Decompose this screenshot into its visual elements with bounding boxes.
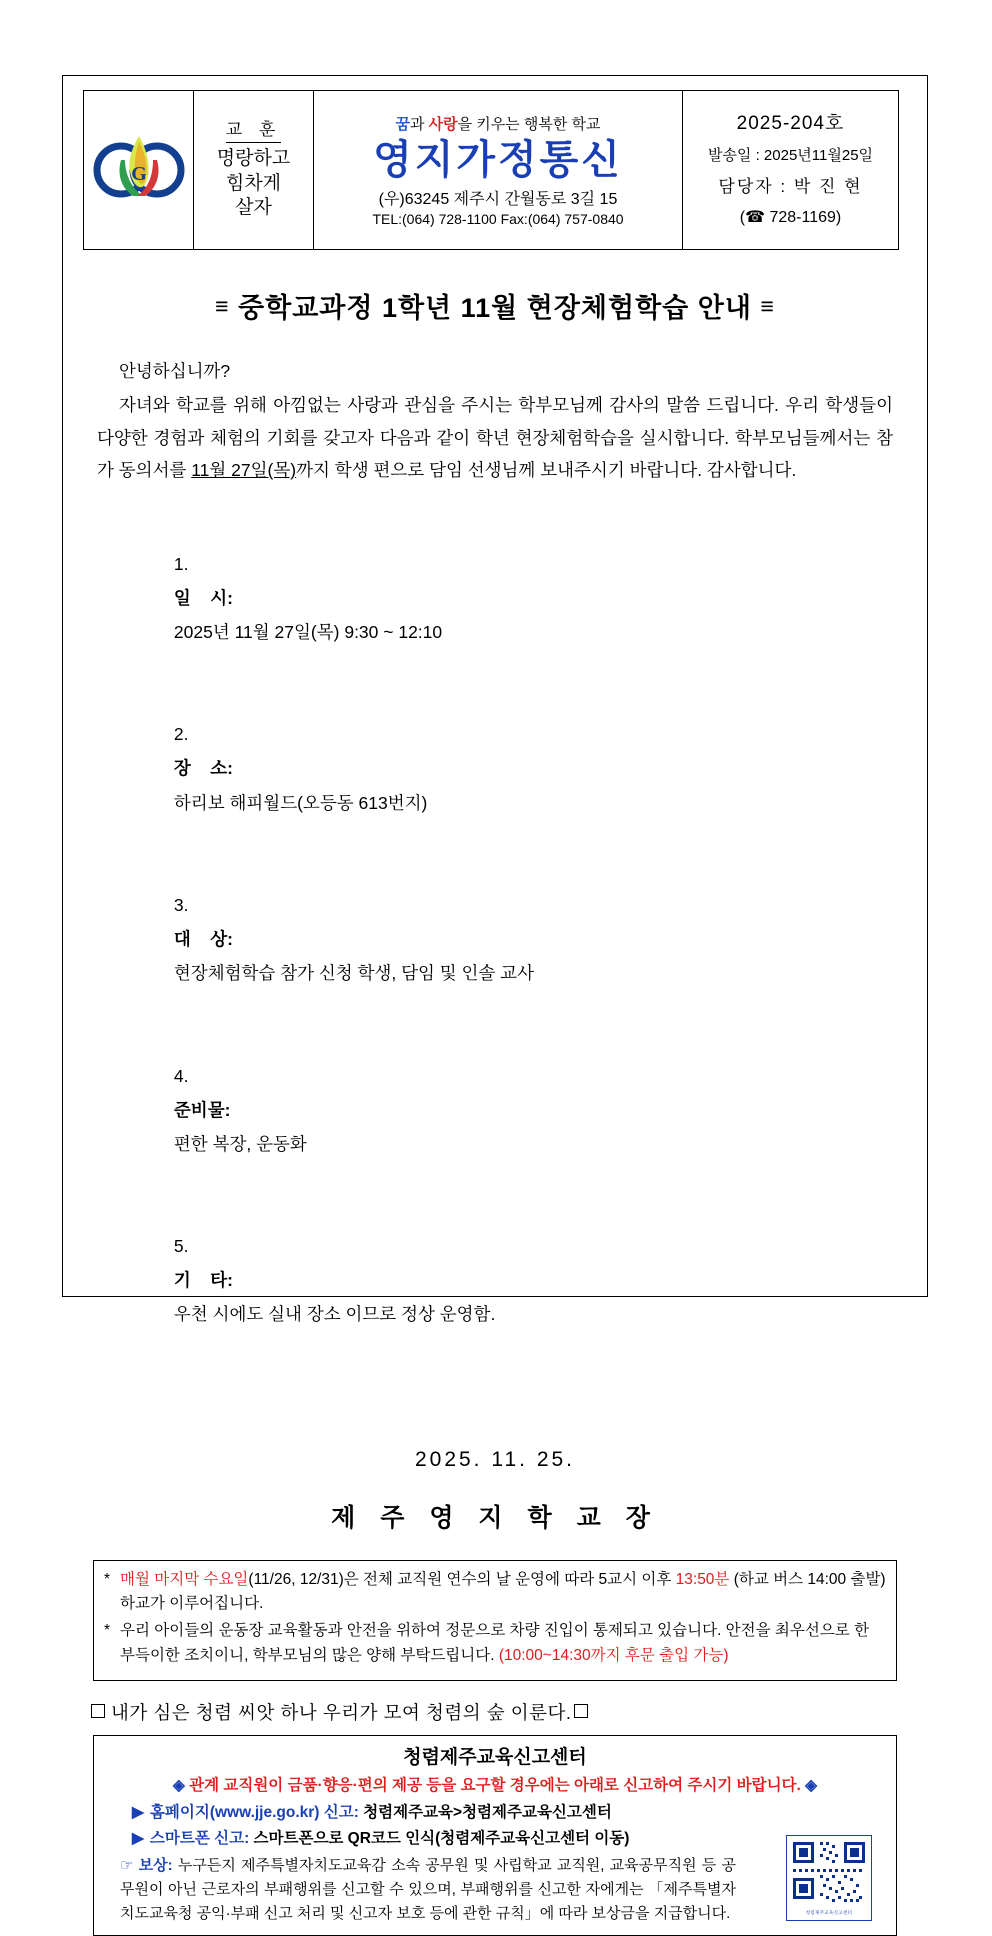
item-label: 대 상: (173, 929, 233, 949)
notice-highlight-3: (10:00~14:30까지 후문 출입 가능) (498, 1647, 729, 1665)
item-label: 장 소: (173, 758, 233, 779)
issue-date: 2025. 11. 25. (414, 1447, 576, 1471)
school-logo (84, 91, 194, 249)
reward-label: 보상: (138, 1856, 173, 1874)
qr-caption: 청렴제주교육신고센터 (805, 1909, 853, 1915)
report-center-lead-text: 관계 교직원이 금품·향응·편의 제공 등을 요구할 경우에는 아래로 신고하여 주시기 바랍니다. (189, 1776, 801, 1794)
newsletter-title: 영지가정통신 (373, 138, 623, 182)
signature-line: 제 주 영 지 학 교 장 (331, 1503, 659, 1532)
notice-item (104, 1568, 886, 1618)
qr-code-image (790, 1839, 868, 1905)
slogan-word-love: 사랑 (428, 116, 458, 133)
item-value: 하리보 해피월드(오등동 613번지) (173, 792, 428, 813)
arrow-right-icon: ▶ (132, 1829, 144, 1847)
integrity-slogan-text: 내가 심은 청렴 씨앗 하나 우리가 모여 청렴의 숲 이룬다. (111, 1701, 572, 1723)
item-value: 2025년 11월 27일(목) 9:30 ~ 12:10 (173, 621, 443, 642)
slogan-word-dream: 꿈 (395, 116, 410, 133)
report-channel-web (132, 1800, 886, 1822)
slogan-mid: 과 (409, 116, 429, 133)
school-emblem-icon (91, 122, 187, 218)
document-meta (683, 91, 898, 249)
document-number: 2025-204호 (736, 113, 845, 135)
page-title (83, 286, 907, 325)
report-center-lead (104, 1773, 886, 1795)
detail-list (135, 513, 907, 1366)
item-label: 준비물: (173, 1099, 231, 1120)
greeting-text: 안녕하십니까? (119, 361, 231, 381)
motto-line-3: 살자 (235, 197, 272, 219)
report-channel-web-value: 청렴제주교육>청렴제주교육신고센터 (358, 1803, 612, 1821)
item-value: 우천 시에도 실내 장소 이므로 정상 운영함. (173, 1304, 496, 1325)
bullet-star-icon: * (104, 1622, 111, 1640)
notice-plain-2: (하교 버스 14:00 출발) 하교가 이루어집니다. (120, 1570, 886, 1613)
title-bar-left-icon: ≡ (215, 293, 230, 319)
list-item (135, 683, 907, 854)
motto-line-1: 명랑하고 (216, 148, 291, 170)
integrity-slogan (91, 1699, 907, 1725)
notice-highlight-1: 매월 마지막 수요일 (120, 1570, 249, 1588)
greeting-paragraph (97, 355, 893, 387)
checkbox-icon (91, 1704, 105, 1718)
intro-text-b: 까지 학생 편으로 담임 선생님께 보내주시기 바랍니다. 감사합니다. (296, 460, 797, 481)
checkbox-icon (574, 1704, 588, 1718)
report-center-title: 청렴제주교육신고센터 (403, 1746, 587, 1768)
item-number: 4. (173, 1065, 189, 1086)
list-item (135, 1195, 907, 1366)
qr-code[interactable] (786, 1835, 872, 1921)
report-channel-mobile (132, 1826, 886, 1848)
intro-text-a: 자녀와 학교를 위해 아낌없는 사랑과 관심을 주시는 학부모님께 감사의 말씀 드립니다. 우리 학생들이 다양한 경험과 체험의 기회를 갖고자 다음과 같이 학년 현장체험학습을 실시합니다. 학부모님들께서는 참가 동의서를 (97, 395, 893, 481)
school-slogan (395, 113, 600, 134)
notice-plain-1: (11/26, 12/31)은 전체 교직원 연수의 날 운영에 따라 5교시 이후 (248, 1570, 676, 1588)
title-text: 중학교과정 1학년 11월 현장체험학습 안내 (238, 293, 752, 323)
notice-highlight-2: 13:50분 (675, 1570, 730, 1588)
report-center-box (93, 1735, 897, 1936)
item-value: 현장체험학습 참가 신청 학생, 담임 및 인솔 교사 (173, 963, 534, 984)
item-label: 일 시: (173, 587, 233, 608)
notice-box (93, 1560, 897, 1681)
manager-phone: (☎ 728-1169) (739, 209, 842, 227)
diamond-left-icon: ◈ (172, 1776, 185, 1794)
reward-paragraph (120, 1854, 736, 1927)
deadline-date: 11월 27일(목) (191, 460, 297, 481)
school-motto (194, 91, 314, 249)
pointing-hand-icon: ☞ (120, 1856, 134, 1874)
notice-item-text (120, 1619, 886, 1669)
manager-name: 담당자 : 박 진 현 (718, 176, 863, 196)
bullet-star-icon: * (104, 1570, 111, 1588)
notice-item-text (120, 1568, 886, 1618)
document-page (62, 75, 928, 1923)
slogan-post: 을 키우는 행복한 학교 (457, 116, 601, 133)
item-number: 5. (173, 1236, 189, 1257)
send-date: 발송일 : 2025년11월25일 (707, 147, 874, 165)
diamond-right-icon: ◈ (805, 1776, 818, 1794)
report-channel-mobile-label: 스마트폰 신고: (149, 1829, 250, 1847)
item-number: 1. (173, 553, 189, 574)
reward-text: 누구든지 제주특별자치도교육감 소속 공무원 및 사립학교 교직원, 교육공무직원 등 공무원이 아닌 근로자의 부패행위를 신고할 수 있으며, 부패행위를 신고한 자에게는 「제주특별자치도교육청 공익·부패 신고 처리 및 신고자 보호 등에 관한 규칙」에 따라 보상금을 지급합니다. (120, 1856, 736, 1923)
notice-plain-3: 우리 아이들의 운동장 교육활동과 안전을 위하여 정문으로 차량 진입이 통제되고 있습니다. 안전을 최우선으로 한 부득이한 조치이니, 학부모님의 많은 양해 부탁드립니다. (120, 1622, 870, 1665)
list-item (135, 854, 907, 1025)
motto-line-2: 힘차게 (225, 172, 282, 194)
svg-text:G: G (130, 163, 147, 185)
arrow-right-icon: ▶ (132, 1803, 144, 1821)
report-channel-web-label: 홈페이지(www.jje.go.kr) 신고: (149, 1803, 359, 1821)
report-channel-mobile-value: 스마트폰으로 QR코드 인식(청렴제주교육신고센터 이동) (249, 1829, 630, 1847)
notice-item (104, 1619, 886, 1669)
intro-paragraph (97, 389, 893, 486)
title-bar-right-icon: ≡ (760, 293, 775, 319)
item-number: 2. (173, 724, 189, 745)
list-item (135, 1024, 907, 1195)
item-value: 편한 복장, 운동화 (173, 1133, 307, 1154)
masthead (314, 91, 683, 249)
item-label: 기 타: (173, 1270, 233, 1291)
item-number: 3. (173, 894, 189, 915)
school-address: (우)63245 제주시 간월동로 3길 15 (378, 191, 618, 208)
school-phone-fax: TEL:(064) 728-1100 Fax:(064) 757-0840 (372, 211, 624, 227)
list-item (135, 513, 907, 684)
motto-title: 교 훈 (226, 119, 282, 143)
letterhead (83, 90, 899, 250)
